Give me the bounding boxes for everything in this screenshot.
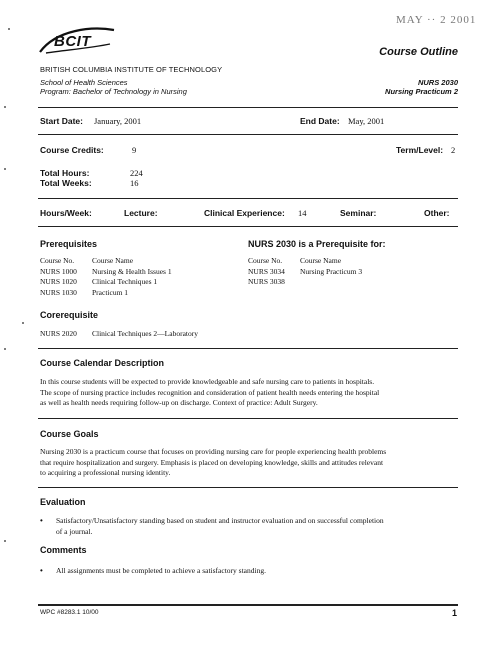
course-name: Nursing Practicum 2 xyxy=(385,87,458,96)
logo-text: BCIT xyxy=(54,33,91,50)
divider xyxy=(38,348,458,349)
comments-heading: Comments xyxy=(40,545,87,555)
start-date-label: Start Date: xyxy=(40,116,83,126)
table-row: NURS 3038 xyxy=(248,277,285,286)
bcit-logo xyxy=(36,24,118,56)
prerequisites-heading: Prerequisites xyxy=(40,239,98,249)
course-credits-value: 9 xyxy=(132,145,137,155)
scan-speck xyxy=(8,28,10,30)
end-date-label: End Date: xyxy=(300,116,340,126)
course-code: NURS 2030 xyxy=(417,78,458,87)
goals-description: Nursing 2030 is a practicum course that focuses on providing nursing care for people experiencing health problems that require hospitalization and surgery. Emphasis is placed on developing knowledge, skills and attitudes relevant to acquiring a professional nursing identity. xyxy=(40,447,387,477)
footer-divider xyxy=(38,604,458,606)
evaluation-heading: Evaluation xyxy=(40,497,86,507)
bullet: • xyxy=(40,566,43,575)
col-course-name: Course Name xyxy=(92,256,134,265)
divider xyxy=(38,226,458,227)
term-level-label: Term/Level: xyxy=(396,145,444,155)
divider xyxy=(38,418,458,419)
col-course-no: Course No. xyxy=(248,256,283,265)
received-stamp: MAY ·· 2 2001 xyxy=(396,14,477,26)
document-title: Course Outline xyxy=(379,46,458,58)
table-row: NURS 1020 Clinical Techniques 1 xyxy=(40,277,158,286)
corequisite-heading: Corerequisite xyxy=(40,310,99,320)
evaluation-text: Satisfactory/Unsatisfactory standing based on student and instructor evaluation and on successful completion of a journal. xyxy=(56,516,384,536)
table-row: NURS 1030 Practicum 1 xyxy=(40,287,129,297)
total-hours-label: Total Hours: xyxy=(40,168,90,178)
divider xyxy=(38,107,458,108)
calendar-heading: Course Calendar Description xyxy=(40,358,165,368)
end-date-value: May, 2001 xyxy=(348,116,385,126)
scan-speck xyxy=(4,540,6,542)
seminar-label: Seminar: xyxy=(340,208,377,218)
course-credits-label: Course Credits: xyxy=(40,145,104,155)
scan-speck xyxy=(4,348,6,350)
scan-speck xyxy=(4,168,6,170)
footer-code: WPC #8283.1 10/00 xyxy=(40,609,99,616)
prerequisite-for-heading: NURS 2030 is a Prerequisite for: xyxy=(248,239,386,249)
start-date-value: January, 2001 xyxy=(94,116,142,126)
scan-speck xyxy=(22,322,24,324)
divider xyxy=(38,487,458,488)
calendar-description: In this course students will be expected to provide knowledgeable and safe nursing care to patients in hospitals. The scope of nursing practice includes recognition and consideration of patient health needs entering the hospital as well as health needs requiring follow-up on discharge. Context of practice: Adult Surgery. xyxy=(40,377,380,407)
total-hours-value: 224 xyxy=(130,168,143,178)
goals-heading: Course Goals xyxy=(40,429,99,439)
prerequisites-table xyxy=(40,256,172,298)
page-number: 1 xyxy=(452,608,458,618)
divider xyxy=(38,198,458,199)
scan-speck xyxy=(4,106,6,108)
corequisite-row: NURS 2020 Clinical Techniques 2—Laboratory xyxy=(40,329,198,338)
term-level-value: 2 xyxy=(451,145,456,155)
total-weeks-value: 16 xyxy=(130,178,139,188)
col-course-name: Course Name xyxy=(300,256,342,265)
hours-week-label: Hours/Week: xyxy=(40,208,92,218)
total-weeks-label: Total Weeks: xyxy=(40,178,92,188)
table-row: NURS 3034 Nursing Practicum 3 xyxy=(248,266,363,276)
other-label: Other: xyxy=(424,208,450,218)
program-name: Program: Bachelor of Technology in Nursing xyxy=(40,87,187,96)
clinical-experience-label: Clinical Experience: xyxy=(204,208,285,218)
col-course-no: Course No. xyxy=(40,256,75,265)
clinical-experience-value: 14 xyxy=(298,208,307,218)
school-name: School of Health Sciences xyxy=(40,78,128,87)
divider xyxy=(38,134,458,135)
prerequisite-for-table xyxy=(248,256,362,288)
table-row: NURS 1000 Nursing & Health Issues 1 xyxy=(40,266,172,276)
bullet: • xyxy=(40,516,43,525)
institute-name: BRITISH COLUMBIA INSTITUTE OF TECHNOLOGY xyxy=(40,65,223,74)
comments-text: All assignments must be completed to achieve a satisfactory standing. xyxy=(56,566,266,575)
lecture-label: Lecture: xyxy=(124,208,158,218)
